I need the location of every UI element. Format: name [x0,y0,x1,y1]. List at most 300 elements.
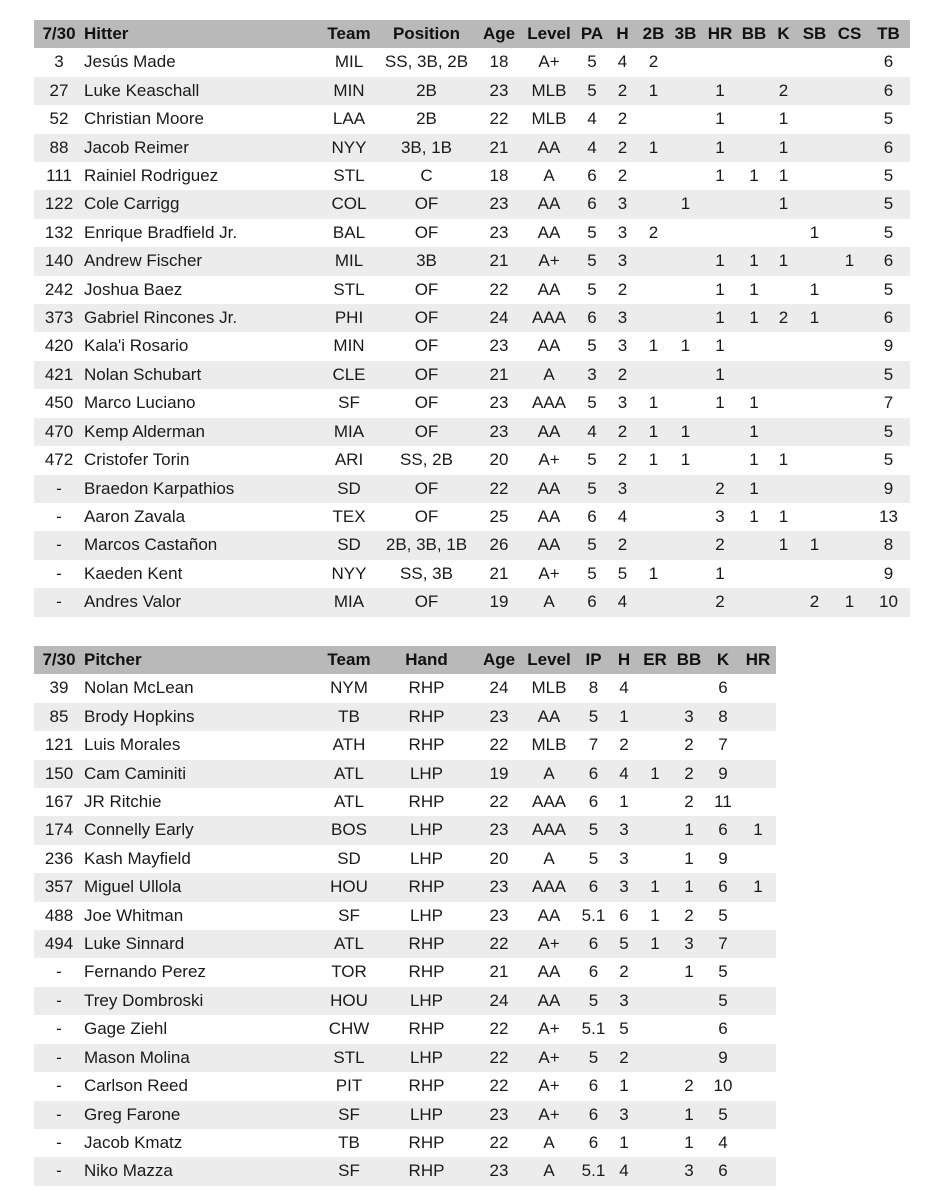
table-cell [638,361,669,389]
table-cell: MIA [322,588,376,616]
table-cell: AA [521,475,577,503]
table-cell: 22 [489,279,509,299]
table-cell: 6 [577,873,610,901]
table-cell: AA [521,703,577,731]
table-cell: 6 [619,905,629,925]
table-cell: 5 [587,563,597,583]
table-cell: SD [337,848,361,868]
table-cell [638,1101,672,1129]
table-cell [669,105,702,133]
table-cell: Joshua Baez [84,279,183,299]
table-row [34,1129,776,1157]
table-cell [738,560,770,588]
table-cell [832,446,867,474]
table-cell: AAA [531,792,567,812]
table-cell [669,304,702,332]
table-cell: AA [537,336,561,356]
table-cell: 3 [607,247,638,275]
table-cell: 6 [588,1076,599,1096]
table-cell: 2 [607,77,638,105]
table-cell [638,304,669,332]
table-cell: 3 [610,873,638,901]
table-cell: 1 [648,450,659,470]
table-cell: 5 [577,531,607,559]
hitters-col-header: Position [376,20,477,48]
table-cell [638,162,669,190]
table-cell: Andres Valor [84,588,322,616]
table-cell: 3 [577,361,607,389]
table-cell: 1 [797,304,832,332]
table-cell: Andrew Fischer [84,247,322,275]
table-cell: 2 [607,361,638,389]
table-cell: 1 [680,450,691,470]
table-cell: 20 [489,450,509,470]
pitchers-body [34,674,776,1185]
table-cell [797,190,832,218]
table-cell [638,731,672,759]
table-cell: 9 [706,1044,740,1072]
table-cell [738,190,770,218]
table-cell: 3 [54,52,64,72]
table-cell: 5 [587,393,597,413]
table-cell: Jacob Kmatz [84,1132,183,1152]
table-cell: AA [521,134,577,162]
table-cell [740,731,776,759]
table-cell: 6 [577,588,607,616]
table-cell [770,475,797,503]
table-cell: 5 [883,222,894,242]
table-cell: 1 [638,134,669,162]
table-cell: RHP [408,1132,445,1152]
table-cell [832,503,867,531]
table-cell: 1 [749,393,759,413]
table-cell: COL [322,190,376,218]
table-cell: - [34,987,84,1015]
table-cell: 1 [619,1132,629,1152]
table-cell: 5 [587,336,597,356]
table-cell: 488 [44,905,74,925]
table-cell: 1 [778,506,789,526]
table-cell [770,418,797,446]
table-cell: 10 [867,588,910,616]
table-cell: MIN [322,77,376,105]
table-cell: Nolan Schubart [84,361,322,389]
table-cell: Luis Morales [84,735,181,755]
table-cell: 5 [883,450,894,470]
table-row [34,731,776,759]
table-cell: AA [537,506,561,526]
table-cell: TEX [332,506,366,526]
table-cell: 470 [34,418,84,446]
table-cell [738,219,770,247]
table-cell: MLB [531,735,567,755]
table-cell: 7 [883,393,894,413]
table-cell [797,134,832,162]
table-cell: 5.1 [581,905,606,925]
table-cell: 4 [718,1132,728,1152]
table-cell: 22 [477,930,521,958]
table-cell: 3 [672,1157,706,1185]
table-cell: A+ [521,1044,577,1072]
table-cell: 23 [477,703,521,731]
table-cell [638,1044,672,1072]
table-cell: 1 [702,77,738,105]
table-cell: 1 [770,190,797,218]
table-cell: 2 [648,222,659,242]
table-cell: 5.1 [581,1019,606,1039]
table-cell: 357 [34,873,84,901]
table-cell: 421 [34,361,84,389]
table-cell: 25 [489,506,509,526]
table-cell: 23 [477,816,521,844]
table-cell: MIL [334,52,364,72]
table-cell: A+ [538,52,560,72]
table-cell: Enrique Bradfield Jr. [84,222,238,242]
table-cell: 2 [684,792,694,812]
table-cell: A [543,166,555,186]
table-cell: 1 [610,703,638,731]
table-cell: 4 [610,1157,638,1185]
table-cell: - [34,1101,84,1129]
table-cell [797,247,832,275]
table-cell: Connelly Early [84,816,322,844]
table-cell: 7 [718,735,728,755]
table-cell: 1 [715,393,725,413]
table-cell: 23 [477,190,521,218]
table-cell: 242 [44,279,74,299]
table-cell: 3 [672,703,706,731]
table-row [34,1044,776,1072]
hitters-col-header: SB [797,20,832,48]
table-cell: - [56,1076,62,1096]
table-cell: 1 [797,531,832,559]
table-cell: 4 [617,506,628,526]
table-cell: 3 [610,1101,638,1129]
table-cell: 1 [638,873,672,901]
table-cell: 22 [477,475,521,503]
table-cell: 2 [607,531,638,559]
table-cell: 1 [738,418,770,446]
table-cell: 5.1 [577,1157,610,1185]
table-cell: 3 [619,848,629,868]
table-cell: OF [414,222,439,242]
table-cell [638,105,669,133]
table-cell: OF [414,506,439,526]
table-cell: A+ [538,563,560,583]
table-cell: 6 [587,506,597,526]
table-cell: AA [521,418,577,446]
table-cell [797,48,832,76]
table-cell [832,219,867,247]
table-cell: 1 [648,336,659,356]
table-cell: 1 [832,588,867,616]
table-cell: 150 [34,760,84,788]
table-cell: A [521,760,577,788]
table-cell: 1 [738,475,770,503]
table-row [34,873,776,901]
table-cell: 2 [702,588,738,616]
table-cell [702,48,738,76]
table-row [34,1157,776,1185]
table-cell: 9 [883,563,894,583]
table-row [34,418,910,446]
table-cell: 23 [489,393,509,413]
table-cell: A+ [521,1101,577,1129]
table-cell [797,503,832,531]
table-row [34,788,776,816]
table-cell [702,418,738,446]
table-cell: STL [333,279,365,299]
table-cell: 22 [489,1132,509,1152]
table-cell: 3B [376,247,477,275]
table-cell [672,1044,706,1072]
table-row [34,1101,776,1129]
table-cell: 21 [477,134,521,162]
table-cell [638,1072,672,1100]
table-cell: LHP [376,1101,477,1129]
table-cell: 5 [577,816,610,844]
table-cell: 1 [619,792,629,812]
table-cell [832,560,867,588]
table-cell: 23 [477,77,521,105]
table-cell: 472 [44,450,74,470]
table-cell: LHP [376,816,477,844]
table-cell [738,361,770,389]
table-cell: NYY [331,563,367,583]
table-cell: Kemp Alderman [84,418,322,446]
table-cell: 8 [867,531,910,559]
table-row [34,930,776,958]
table-cell: 3 [610,987,638,1015]
table-cell: 21 [489,962,509,982]
table-cell: A+ [538,1019,560,1039]
table-row [34,304,910,332]
table-row [34,1072,776,1100]
pitchers-table [34,646,776,1186]
table-cell: 5 [588,848,599,868]
table-cell: AA [521,987,577,1015]
table-cell: 23 [477,873,521,901]
table-cell: A [521,1157,577,1185]
table-cell: 1 [778,109,789,129]
table-cell: Fernando Perez [84,962,206,982]
table-cell: 4 [619,678,629,698]
table-cell: 7 [706,930,740,958]
table-cell: OF [376,418,477,446]
table-cell [669,162,702,190]
table-cell: RHP [408,735,445,755]
table-cell: 2 [619,735,629,755]
table-cell: 6 [867,247,910,275]
table-cell [638,987,672,1015]
table-cell: 20 [489,848,509,868]
table-cell: SF [322,1101,376,1129]
table-row [34,902,776,930]
table-cell: 2 [648,52,659,72]
pitchers-header-row [34,646,776,674]
table-cell: - [56,962,62,982]
table-cell: A [543,848,555,868]
table-row [34,703,776,731]
table-cell: 23 [489,336,509,356]
table-cell: 3 [715,506,725,526]
table-cell: AAA [531,393,567,413]
table-cell: 4 [617,52,628,72]
table-cell: 1 [749,506,759,526]
table-cell [797,418,832,446]
table-cell: 167 [44,792,74,812]
table-cell [702,219,738,247]
table-cell: 2 [617,450,628,470]
pitchers-col-header: Hand [376,646,477,674]
table-cell: Miguel Ullola [84,873,322,901]
table-cell: 1 [638,418,669,446]
hitters-col-header: K [770,20,797,48]
table-cell: 5 [587,52,597,72]
pitchers-col-header: H [610,646,638,674]
table-cell: 6 [867,304,910,332]
table-cell [638,816,672,844]
table-cell: NYM [330,678,368,698]
table-cell: MIA [322,418,376,446]
table-cell: STL [322,1044,376,1072]
table-cell [638,958,672,986]
table-row [34,588,910,616]
table-cell: 5 [577,1044,610,1072]
table-cell: SS, 3B, 2B [384,52,469,72]
table-cell [740,760,776,788]
table-cell: 6 [587,166,597,186]
table-cell: 122 [34,190,84,218]
table-cell: STL [333,166,365,186]
table-cell: 1 [740,816,776,844]
pitchers-col-header: Age [477,646,521,674]
table-cell [797,105,832,133]
table-cell: A+ [521,930,577,958]
table-cell: 1 [778,450,789,470]
table-cell [770,219,797,247]
table-cell: NYY [322,134,376,162]
table-cell: 2 [684,735,694,755]
table-cell: 140 [34,247,84,275]
table-cell: 6 [577,1101,610,1129]
table-cell [770,560,797,588]
table-cell: LHP [409,905,444,925]
table-cell: 1 [638,930,672,958]
table-cell: 22 [489,109,509,129]
table-cell: 22 [489,792,509,812]
table-cell: 2B [416,109,437,129]
table-cell: 6 [588,1132,599,1152]
table-cell [669,134,702,162]
table-cell: A [521,588,577,616]
table-cell: 18 [489,166,509,186]
table-cell: 3B, 1B [376,134,477,162]
table-cell: SD [322,531,376,559]
table-cell: Trey Dombroski [84,987,322,1015]
table-row [34,446,910,474]
table-cell: A [543,1132,555,1152]
table-cell: - [34,1044,84,1072]
table-cell: 373 [34,304,84,332]
hitters-col-header: BB [738,20,770,48]
table-cell: Rainiel Rodriguez [84,166,219,186]
hitters-col-header: TB [867,20,910,48]
table-cell: A [521,361,577,389]
table-row [34,190,910,218]
table-cell: Kala'i Rosario [84,336,189,356]
table-cell: 9 [867,475,910,503]
table-cell: 1 [638,77,669,105]
table-cell [669,276,702,304]
table-cell: 22 [489,1076,509,1096]
table-cell [832,190,867,218]
table-cell: Marco Luciano [84,393,196,413]
table-cell: 5 [610,930,638,958]
table-cell: 23 [477,418,521,446]
table-cell: - [34,588,84,616]
table-cell: ATL [334,792,364,812]
table-cell: MIL [322,247,376,275]
table-cell [797,332,832,360]
table-cell: Greg Farone [84,1101,322,1129]
table-cell [638,1015,672,1043]
table-cell: 24 [477,304,521,332]
table-cell: AA [521,531,577,559]
table-row [34,105,910,133]
table-cell: RHP [408,962,445,982]
table-cell: 420 [44,336,74,356]
table-cell: 6 [577,760,610,788]
table-cell [740,1101,776,1129]
table-cell: AAA [521,873,577,901]
table-cell [669,389,702,417]
table-cell: 1 [770,247,797,275]
table-cell [669,247,702,275]
table-cell [669,503,702,531]
table-cell: C [420,166,433,186]
table-cell: Marcos Castañon [84,531,322,559]
table-cell: SF [338,393,360,413]
table-cell: 2B, 3B, 1B [376,531,477,559]
table-cell: 19 [477,760,521,788]
table-cell: 1 [669,418,702,446]
table-cell: 5 [577,703,610,731]
hitters-col-header: CS [832,20,867,48]
table-cell: ATL [322,930,376,958]
table-cell: 2 [619,962,629,982]
hitters-col-header: Team [322,20,376,48]
table-cell: 3 [617,336,628,356]
table-cell: - [34,475,84,503]
table-cell: Carlson Reed [84,1076,188,1096]
table-cell: LHP [409,848,444,868]
table-cell [832,48,867,76]
table-cell: 11 [714,792,732,812]
table-cell: 9 [883,336,894,356]
table-cell: SS, 3B [400,563,453,583]
table-cell: 4 [610,760,638,788]
table-cell: OF [414,336,439,356]
table-cell: HOU [322,873,376,901]
table-cell: Cole Carrigg [84,190,322,218]
table-cell [638,276,669,304]
table-cell: 236 [44,848,74,868]
table-cell: Aaron Zavala [84,506,186,526]
table-cell: 2 [684,905,694,925]
table-cell: 2 [770,304,797,332]
table-cell: 5 [577,987,610,1015]
